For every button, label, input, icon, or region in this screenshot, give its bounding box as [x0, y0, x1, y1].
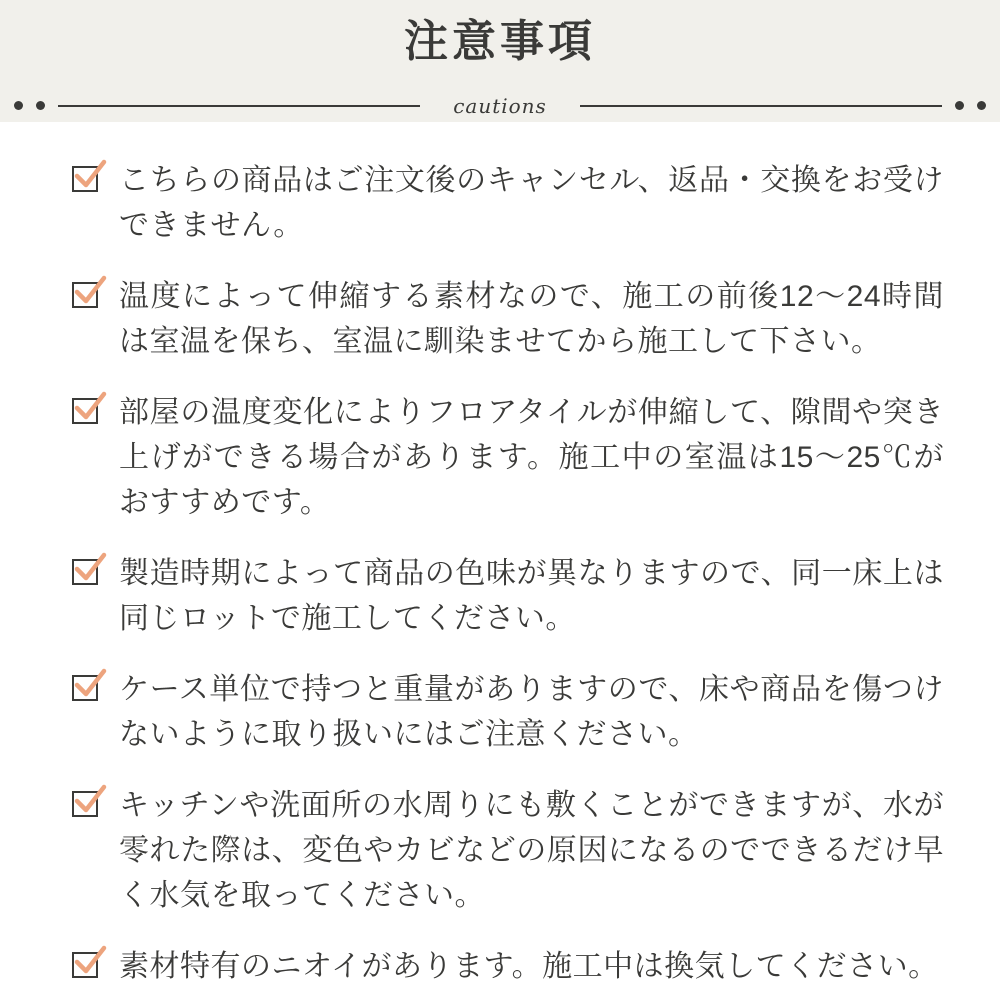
divider-dot-right-inner	[955, 101, 964, 110]
list-item-text: キッチンや洗面所の水周りにも敷くことができますが、水が零れた際は、変色やカビなどの原因になるのでできるだけ早く水気を取ってください。	[119, 789, 944, 912]
list-item	[72, 158, 944, 248]
list-item-text: ケース単位で持つと重量がありますので、床や商品を傷つけないように取り扱いにはご注意ください。	[119, 673, 944, 751]
cautions-list	[0, 122, 1000, 989]
list-item	[72, 944, 944, 989]
check-icon	[72, 398, 102, 428]
list-item	[72, 667, 944, 757]
check-icon	[72, 282, 102, 312]
list-item-text: 部屋の温度変化によりフロアタイルが伸縮して、隙間や突き上げができる場合があります。施工中の室温は15〜25℃がおすすめです。	[119, 396, 944, 519]
list-item	[72, 783, 944, 918]
divider-dot-right-outer	[977, 101, 986, 110]
check-icon	[72, 791, 102, 821]
check-icon	[72, 559, 102, 589]
list-item-text: 温度によって伸縮する素材なので、施工の前後12〜24時間は室温を保ち、室温に馴染ませてから施工して下さい。	[119, 280, 944, 358]
check-icon	[72, 952, 102, 982]
check-icon	[72, 166, 102, 196]
list-item	[72, 551, 944, 641]
list-item	[72, 390, 944, 525]
divider-line-right	[580, 105, 942, 107]
check-icon	[72, 675, 102, 705]
page-title: 注意事項	[404, 17, 596, 66]
list-item-text: 製造時期によって商品の色味が異なりますので、同一床上は同じロットで施工してください。	[119, 557, 944, 635]
list-item	[72, 274, 944, 364]
page-header	[0, 0, 1000, 122]
list-item-text: 素材特有のニオイがあります。施工中は換気してください。	[119, 950, 939, 983]
page-subtitle: cautions	[453, 94, 547, 118]
list-item-text: こちらの商品はご注文後のキャンセル、返品・交換をお受けできません。	[119, 164, 944, 242]
header-divider	[0, 96, 1000, 116]
